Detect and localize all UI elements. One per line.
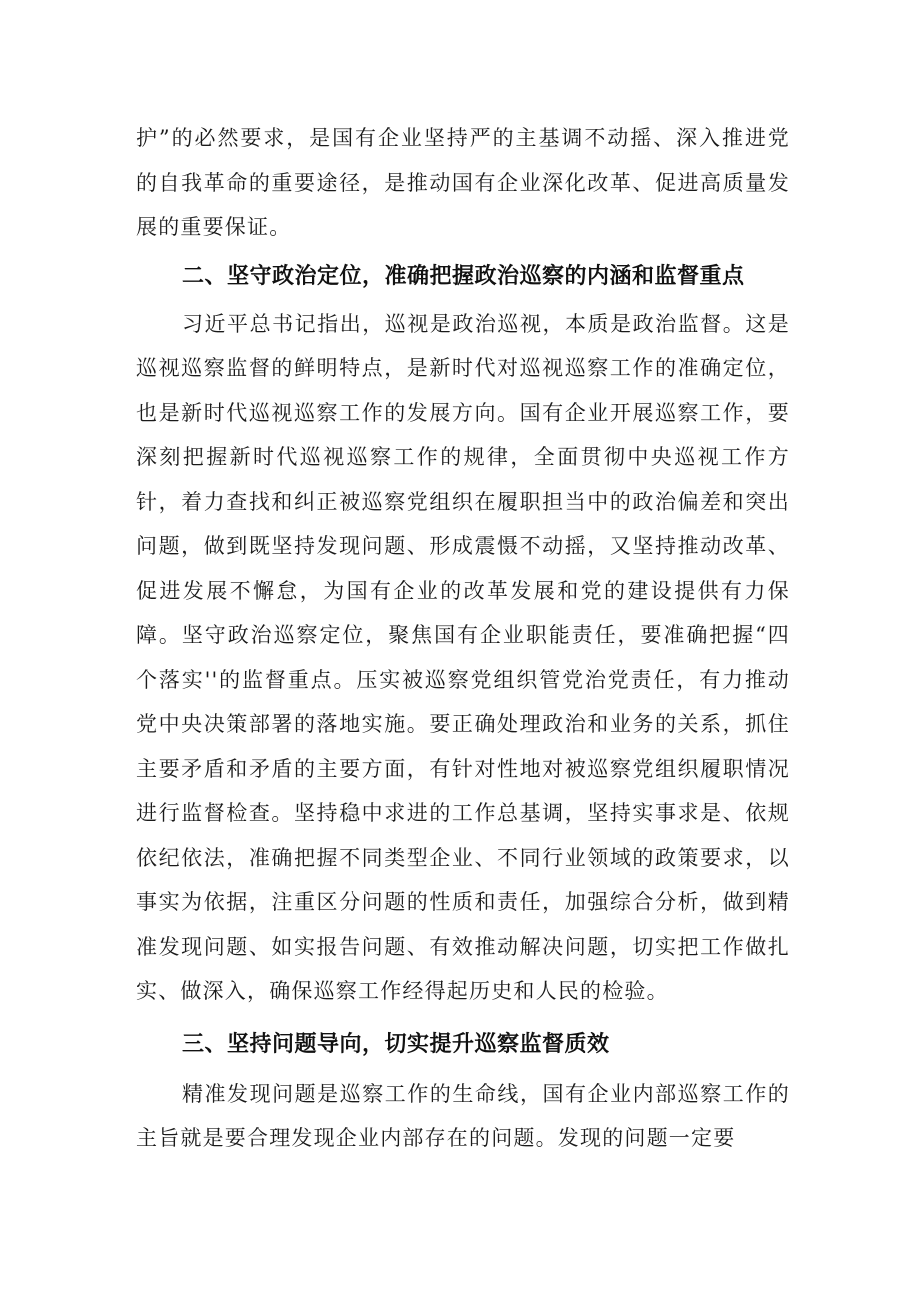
- document-body: [136, 116, 790, 1161]
- section-heading-3: 三、坚持问题导向，切实提升巡察监督质效: [182, 1031, 610, 1057]
- paragraph-section-2: 习近平总书记指出，巡视是政治巡视，本质是政治监督。这是巡视巡察监督的鲜明特点，是新时代对巡视巡察工作的准确定位，也是新时代巡视巡察工作的发展方向。国有企业开展巡察工作，要深刻把握新时代巡视巡察工作的规律，全面贯彻中央巡视工作方针，着力查找和纠正被巡察党组织在履职担当中的政治偏差和突出问题，做到既坚持发现问题、形成震慑不动摇，又坚持推动改革、促进发展不懈怠，为国有企业的改革发展和党的建设提供有力保障。坚守政治巡察定位，聚焦国有企业职能责任，要准确把握“四个落实''的监督重点。压实被巡察党组织管党治党责任，有力推动党中央决策部署的落地实施。要正确处理政治和业务的关系，抓住主要矛盾和矛盾的主要方面，有针对性地对被巡察党组织履职情况进行监督检查。坚持稳中求进的工作总基调，坚持实事求是、依规依纪依法，准确把握不同类型企业、不同行业领域的政策要求，以事实为依据，注重区分问题的性质和责任，加强综合分析，做到精准发现问题、如实报告问题、有效推动解决问题，切实把工作做扎实、做深入，确保巡察工作经得起历史和人民的检验。: [136, 311, 790, 1003]
- paragraph-continued: 护”的必然要求，是国有企业坚持严的主基调不动摇、深入推进党的自我革命的重要途径，是推动国有企业深化改革、促进高质量发展的重要保证。: [136, 126, 790, 239]
- section-heading-2: 二、坚守政治定位，准确把握政治巡察的内涵和监督重点: [182, 263, 745, 289]
- paragraph-section-3: 精准发现问题是巡察工作的生命线，国有企业内部巡察工作的主旨就是要合理发现企业内部存在的问题。发现的问题一定要: [136, 1081, 790, 1150]
